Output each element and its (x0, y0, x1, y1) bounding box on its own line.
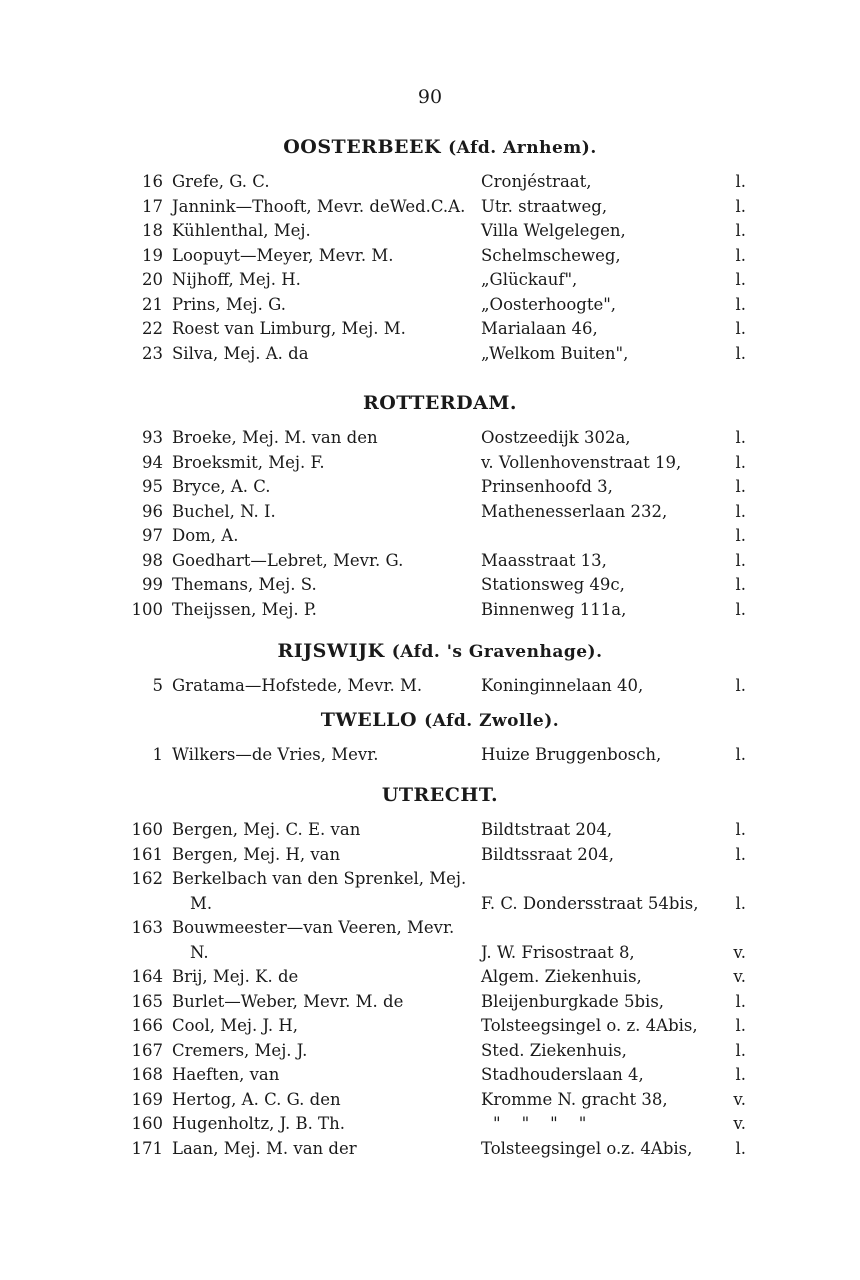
entry-number: 163 (131, 918, 163, 937)
entry-mark: l. (735, 196, 746, 216)
entry-name: Broeke, Mej. M. van den (172, 428, 378, 447)
list-item (120, 867, 760, 916)
list-item (120, 342, 760, 367)
entry-number: 99 (142, 575, 163, 594)
entry-address: v. Vollenhovenstraat 19, (481, 452, 682, 472)
entry-address: Oostzeedijk 302a, (481, 428, 631, 447)
entry-name: Cool, Mej. J. H, (172, 1016, 298, 1035)
entry-mark: l. (735, 319, 746, 338)
list-item (120, 1088, 760, 1113)
entry-mark: l. (735, 676, 746, 695)
entry-name: Burlet—Weber, Mevr. M. de (172, 991, 404, 1011)
section-title: RIJSWIJK (277, 640, 385, 662)
list-item (120, 1063, 760, 1088)
entry-address: Binnenweg 111a, (481, 599, 627, 619)
entry-number: 94 (142, 452, 163, 472)
page-number: 90 (417, 86, 443, 108)
entry-address: Bildtssraat 204, (481, 844, 614, 864)
entry-name: Jannink—Thooft, Mevr. deWed.C.A. (172, 196, 466, 216)
entry-mark: v. (733, 1089, 746, 1109)
section-heading (120, 782, 760, 808)
entry-number: 100 (131, 599, 163, 619)
entry-mark: v. (733, 1114, 746, 1133)
entry-name: Hugenholtz, J. B. Th. (172, 1114, 345, 1133)
entry-name: Hertog, A. C. G. den (172, 1089, 341, 1109)
entry-address: Sted. Ziekenhuis, (481, 1040, 627, 1060)
section-title: TWELLO (320, 709, 418, 731)
entry-address: „Welkom Buiten", (481, 343, 629, 363)
section-utrecht (120, 782, 760, 1161)
entry-name: Bergen, Mej. H, van (172, 844, 341, 864)
entry-address: J. W. Frisostraat 8, (481, 942, 635, 962)
entry-name-line1: Bouwmeester—van Veeren, Mevr. (172, 918, 455, 937)
list-item (120, 674, 760, 699)
entry-number: 22 (142, 319, 163, 338)
entry-name: Wilkers—de Vries, Mevr. (172, 745, 379, 764)
list-item (120, 1039, 760, 1064)
entry-mark: l. (735, 501, 746, 521)
list-item (120, 990, 760, 1015)
section-subtitle: (Afd. Zwolle). (424, 711, 560, 731)
entry-mark: l. (735, 221, 746, 240)
entry-number: 98 (142, 550, 163, 570)
entry-address: Villa Welgelegen, (481, 221, 626, 240)
entry-mark: l. (735, 1040, 746, 1060)
entry-name (172, 916, 492, 965)
entry-number: 96 (142, 501, 163, 521)
entry-address: Stationsweg 49c, (481, 575, 625, 594)
entry-name: Gratama—Hofstede, Mevr. M. (172, 676, 423, 695)
entry-number: 162 (131, 869, 163, 888)
entry-mark: l. (735, 893, 746, 913)
list-item (120, 426, 760, 451)
entry-address: Bildtstraat 204, (481, 820, 613, 839)
entry-name: Buchel, N. I. (172, 501, 276, 521)
list-item (120, 573, 760, 598)
entry-number: 93 (142, 428, 163, 447)
section-title: ROTTERDAM. (362, 392, 518, 414)
entry-number: 169 (131, 1089, 163, 1109)
entry-mark: v. (733, 967, 746, 986)
entry-number: 164 (131, 967, 163, 986)
entry-number: 165 (131, 991, 163, 1011)
list-item (120, 451, 760, 476)
list-item (120, 598, 760, 623)
entry-address: Stadhouderslaan 4, (481, 1065, 644, 1084)
entry-number: 160 (131, 1114, 163, 1133)
section-rotterdam (120, 390, 760, 622)
entry-number: 5 (152, 676, 163, 695)
section-heading (120, 638, 760, 664)
entry-mark: l. (735, 343, 746, 363)
entry-mark: l. (735, 477, 746, 496)
entry-mark: l. (735, 1138, 746, 1158)
entry-number: 20 (142, 270, 163, 289)
entry-address: Koninginnelaan 40, (481, 676, 644, 695)
entry-number: 97 (142, 526, 163, 545)
list-item (120, 524, 760, 549)
entry-number: 21 (142, 294, 163, 314)
entry-name: Nijhoff, Mej. H. (172, 270, 301, 289)
entry-number: 1 (152, 745, 163, 764)
entry-name: Broeksmit, Mej. F. (172, 452, 325, 472)
entry-name: Kühlenthal, Mej. (172, 221, 311, 240)
list-item (120, 170, 760, 195)
entry-number: 167 (131, 1040, 163, 1060)
entry-number: 95 (142, 477, 163, 496)
entry-name: Bergen, Mej. C. E. van (172, 820, 361, 839)
entry-name: Cremers, Mej. J. (172, 1040, 308, 1060)
list-item (120, 475, 760, 500)
entry-number: 160 (131, 820, 163, 839)
entry-name: Roest van Limburg, Mej. M. (172, 319, 406, 338)
entry-name: Theijssen, Mej. P. (172, 599, 317, 619)
list-item (120, 268, 760, 293)
list-item (120, 293, 760, 318)
entry-address: Kromme N. gracht 38, (481, 1089, 668, 1109)
entry-address: „Glückauf", (481, 270, 578, 289)
entry-mark: l. (735, 245, 746, 265)
entry-name: Loopuyt—Meyer, Mevr. M. (172, 245, 394, 265)
list-item (120, 195, 760, 220)
list-item (120, 219, 760, 244)
entry-number: 166 (131, 1016, 163, 1035)
section-oosterbeek (120, 134, 760, 366)
list-item (120, 500, 760, 525)
section-subtitle: (Afd. 's Gravenhage). (391, 642, 603, 662)
entry-number: 17 (142, 196, 163, 216)
entry-mark: l. (735, 172, 746, 191)
section-title: UTRECHT. (381, 784, 499, 806)
section-heading (120, 134, 760, 160)
entry-mark: l. (735, 844, 746, 864)
entry-mark: v. (733, 942, 746, 962)
entry-number: 171 (131, 1138, 163, 1158)
entry-address: Prinsenhoofd 3, (481, 477, 613, 496)
entry-number: 19 (142, 245, 163, 265)
entry-name (172, 867, 492, 916)
entry-mark: l. (735, 820, 746, 839)
list-item (120, 317, 760, 342)
list-item (120, 965, 760, 990)
entry-address: Cronjéstraat, (481, 172, 592, 191)
entry-number: 168 (131, 1065, 163, 1084)
entry-name: Themans, Mej. S. (172, 575, 317, 594)
entry-number: 16 (142, 172, 163, 191)
list-item (120, 244, 760, 269)
entry-address: Huize Bruggenbosch, (481, 745, 662, 764)
entry-address: Mathenesserlaan 232, (481, 501, 668, 521)
section-heading (120, 707, 760, 733)
entry-name: Laan, Mej. M. van der (172, 1138, 357, 1158)
entry-address: Maasstraat 13, (481, 550, 607, 570)
list-item (120, 549, 760, 574)
entry-number: 18 (142, 221, 163, 240)
entry-mark: l. (735, 428, 746, 447)
section-subtitle: (Afd. Arnhem). (448, 138, 597, 158)
entry-mark: l. (735, 745, 746, 764)
entry-address: „Oosterhoogte", (481, 294, 617, 314)
list-item (120, 916, 760, 965)
entry-address: Tolsteegsingel o.z. 4Abis, (481, 1138, 693, 1158)
section-rijswijk (120, 638, 760, 699)
entry-mark: l. (735, 1065, 746, 1084)
entry-name: Goedhart—Lebret, Mevr. G. (172, 550, 404, 570)
entry-address: F. C. Dondersstraat 54bis, (481, 893, 699, 913)
entry-name: Prins, Mej. G. (172, 294, 286, 314)
list-item (120, 1137, 760, 1162)
entry-address: Marialaan 46, (481, 319, 598, 338)
list-item (120, 1014, 760, 1039)
entry-mark: l. (735, 294, 746, 314)
entry-name-line2: N. (190, 942, 209, 962)
entry-address: Tolsteegsingel o. z. 4Abis, (481, 1016, 698, 1035)
entry-mark: l. (735, 575, 746, 594)
entry-name: Grefe, G. C. (172, 172, 270, 191)
entry-name: Haeften, van (172, 1065, 280, 1084)
entry-mark: l. (735, 452, 746, 472)
entry-mark: l. (735, 270, 746, 289)
entry-name-line1: Berkelbach van den Sprenkel, Mej. (172, 869, 467, 888)
entry-name: Bryce, A. C. (172, 477, 271, 496)
section-title: OOSTERBEEK (283, 136, 442, 158)
section-twello (120, 707, 760, 768)
entry-mark: l. (735, 526, 746, 545)
list-item (120, 743, 760, 768)
entry-mark: l. (735, 991, 746, 1011)
entry-name: Silva, Mej. A. da (172, 343, 309, 363)
entry-name: Dom, A. (172, 526, 239, 545)
entry-name: Brij, Mej. K. de (172, 967, 299, 986)
entry-address: Utr. straatweg, (481, 196, 608, 216)
entry-name-line2: M. (190, 893, 213, 913)
entry-address: " " " " (493, 1114, 587, 1133)
section-heading (120, 390, 760, 416)
entry-mark: l. (735, 550, 746, 570)
entry-number: 23 (142, 343, 163, 363)
entry-address: Algem. Ziekenhuis, (481, 967, 642, 986)
list-item (120, 818, 760, 843)
entry-number: 161 (131, 844, 163, 864)
list-item (120, 1112, 760, 1137)
entry-mark: l. (735, 1016, 746, 1035)
entry-mark: l. (735, 599, 746, 619)
entry-address: Bleijenburgkade 5bis, (481, 991, 665, 1011)
list-item (120, 843, 760, 868)
entry-address: Schelmscheweg, (481, 245, 621, 265)
